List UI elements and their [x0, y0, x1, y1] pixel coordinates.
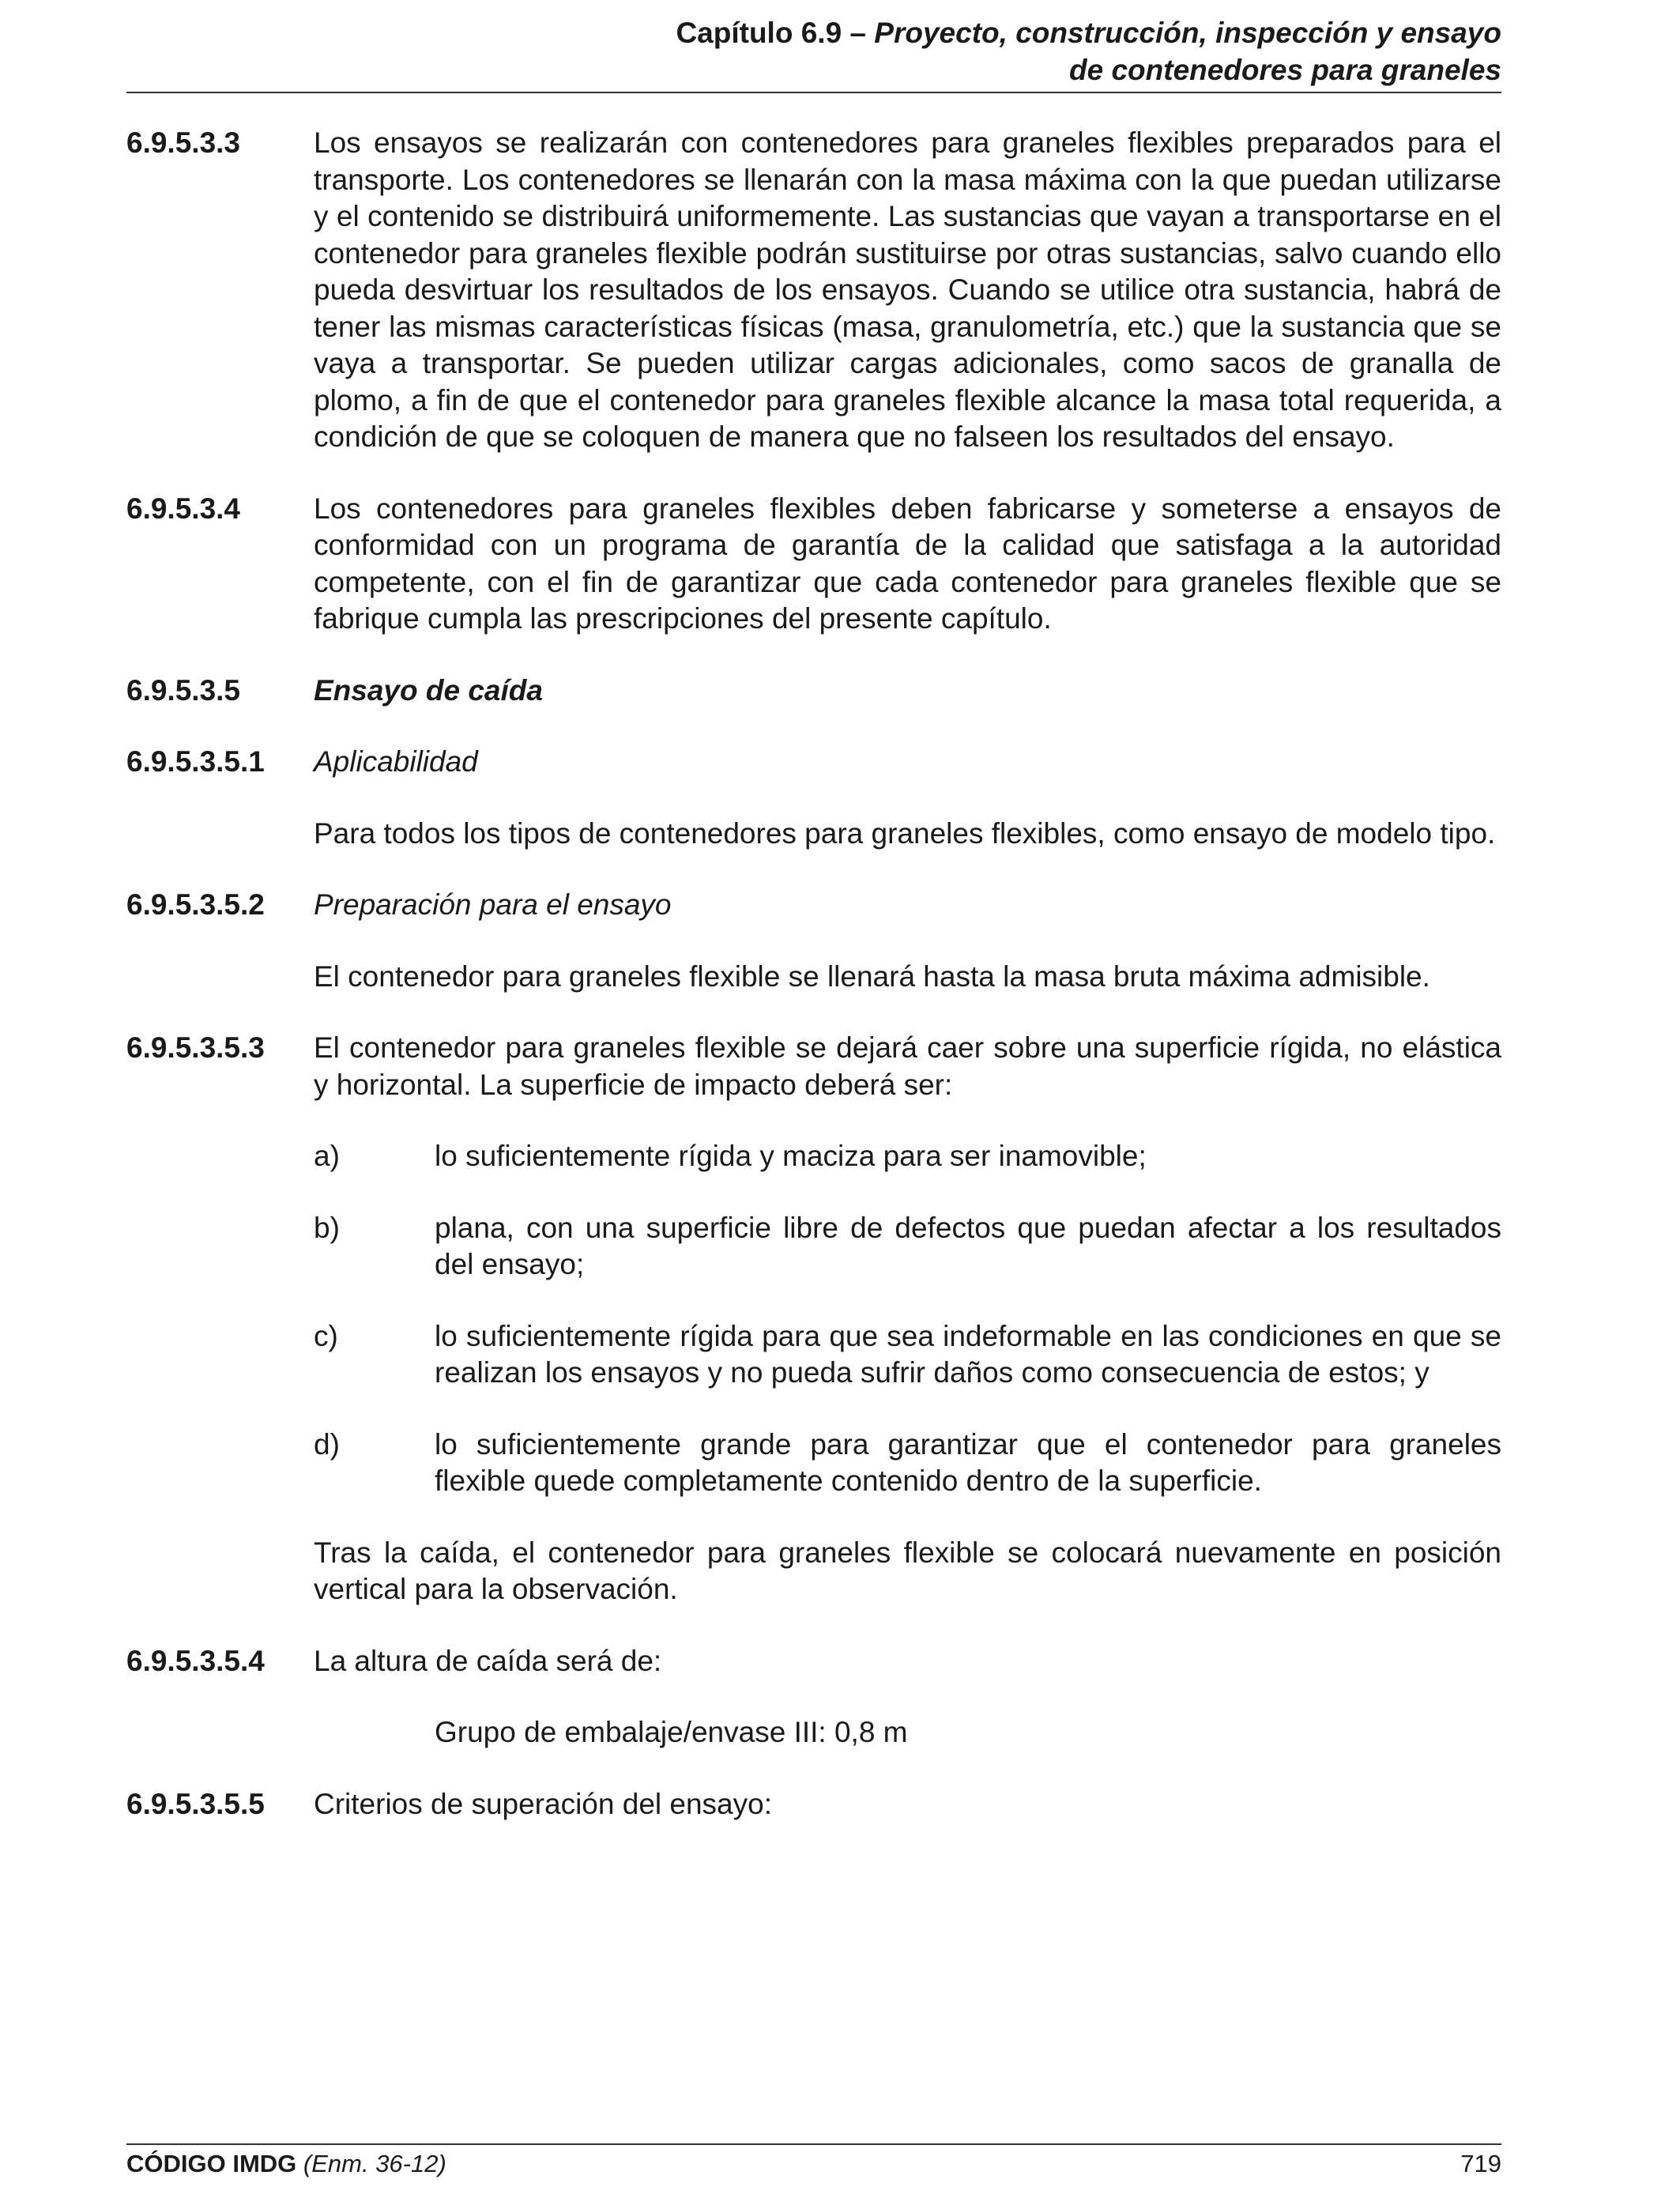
list-item-text: lo suficientemente rígida para que sea indeformable en las condiciones en que se realizan los ensayos y no pueda sufrir daños como consecuencia de estos; y	[435, 1319, 1501, 1389]
document-body	[126, 125, 1501, 1823]
section-title: Ensayo de caída	[314, 673, 543, 707]
section-6-9-5-3-5-4	[126, 1643, 1501, 1680]
section-6-9-5-3-5-3-after	[126, 1535, 1501, 1608]
section-text: La altura de caída será de:	[314, 1644, 662, 1677]
section-6-9-5-3-5-5	[126, 1786, 1501, 1823]
section-text: Los contenedores para graneles flexibles deben fabricarse y someterse a ensayos de conformidad con un programa de garantía de la calidad que satisfaga a la autoridad competente, con el fin de garantizar que cada contenedor para graneles flexible que se fabrique cumpla las prescripciones del presente capítulo.	[314, 492, 1501, 635]
section-text: Criterios de superación del ensayo:	[314, 1787, 772, 1820]
section-6-9-5-3-5-3	[126, 1030, 1501, 1103]
chapter-title-line-1: Proyecto, construcción, inspección y ensayo	[874, 17, 1501, 49]
list-item	[314, 1318, 1501, 1392]
section-6-9-5-3-3	[126, 125, 1501, 456]
list-item-text: lo suficientemente grande para garantizar que el contenedor para graneles flexible quede completamente contenido dentro de la superficie.	[435, 1427, 1501, 1497]
chapter-label: Capítulo 6.9 –	[676, 17, 867, 49]
footer-code: CÓDIGO IMDG	[126, 2150, 297, 2177]
section-number: 6.9.5.3.5.3	[126, 1031, 265, 1064]
page-header	[126, 14, 1501, 89]
page-number: 719	[1460, 2150, 1501, 2177]
section-6-9-5-3-5-1-text	[126, 816, 1501, 853]
section-6-9-5-3-5-2	[126, 887, 1501, 924]
list-item	[314, 1210, 1501, 1284]
section-number: 6.9.5.3.5.2	[126, 888, 265, 921]
chapter-title-line-2: de contenedores para graneles	[1069, 54, 1501, 86]
section-number: 6.9.5.3.5.4	[126, 1644, 265, 1677]
list-item-text: plana, con una superficie libre de defectos que puedan afectar a los resultados del ensayo;	[435, 1211, 1501, 1280]
section-number: 6.9.5.3.5.1	[126, 745, 265, 778]
section-text: Tras la caída, el contenedor para graneles flexible se colocará nuevamente en posición vertical para la observación.	[314, 1536, 1501, 1605]
section-text: El contenedor para graneles flexible se llenará hasta la masa bruta máxima admisible.	[314, 959, 1430, 993]
section-number: 6.9.5.3.3	[126, 126, 241, 159]
section-number: 6.9.5.3.5	[126, 673, 241, 707]
header-divider	[126, 92, 1501, 93]
footer-left	[126, 2148, 446, 2180]
footer-edition: (Enm. 36-12)	[303, 2150, 446, 2177]
section-6-9-5-3-5-1	[126, 744, 1501, 781]
list-item-letter: d)	[314, 1427, 340, 1461]
list-item-letter: b)	[314, 1211, 340, 1244]
footer-divider	[126, 2143, 1501, 2145]
section-6-9-5-3-5-2-text	[126, 959, 1501, 996]
section-6-9-5-3-4	[126, 491, 1501, 638]
section-title: Aplicabilidad	[314, 745, 478, 778]
page-footer	[126, 2148, 1501, 2180]
list-item	[314, 1427, 1501, 1500]
section-number: 6.9.5.3.4	[126, 492, 241, 525]
section-6-9-5-3-5	[126, 673, 1501, 710]
drop-height-value: Grupo de embalaje/envase III: 0,8 m	[435, 1716, 908, 1748]
section-text: El contenedor para graneles flexible se dejará caer sobre una superficie rígida, no elástica y horizontal. La superficie de impacto deberá ser:	[314, 1031, 1501, 1101]
section-number: 6.9.5.3.5.5	[126, 1787, 265, 1820]
section-title: Preparación para el ensayo	[314, 888, 672, 921]
list-item	[314, 1138, 1501, 1175]
list-item-letter: a)	[314, 1140, 340, 1172]
list-item-letter: c)	[314, 1319, 338, 1352]
header-line-1	[126, 14, 1501, 51]
list-item-text: lo suficientemente rígida y maciza para ser inamovible;	[435, 1140, 1147, 1172]
section-text: Los ensayos se realizarán con contenedores para graneles flexibles preparados para el transporte. Los contenedores se llenarán con la masa máxima con la que puedan utilizarse y el contenido se distribuirá uniformemente. Las sustancias que vayan a transportarse en el contenedor para graneles flexible podrán sustituirse por otras sustancias, salvo cuando ello pueda desvirtuar los resultados de los ensayos. Cuando se utilice otra sustancia, habrá de tener las mismas características físicas (masa, granulometría, etc.) que la sustancia que se vaya a transportar. Se pueden utilizar cargas adicionales, como sacos de granalla de plomo, a fin de que el contenedor para graneles flexible alcance la masa total requerida, a condición de que se coloquen de manera que no falseen los resultados del ensayo.	[314, 126, 1501, 453]
section-text: Para todos los tipos de contenedores para graneles flexibles, como ensayo de modelo tipo.	[314, 816, 1496, 850]
